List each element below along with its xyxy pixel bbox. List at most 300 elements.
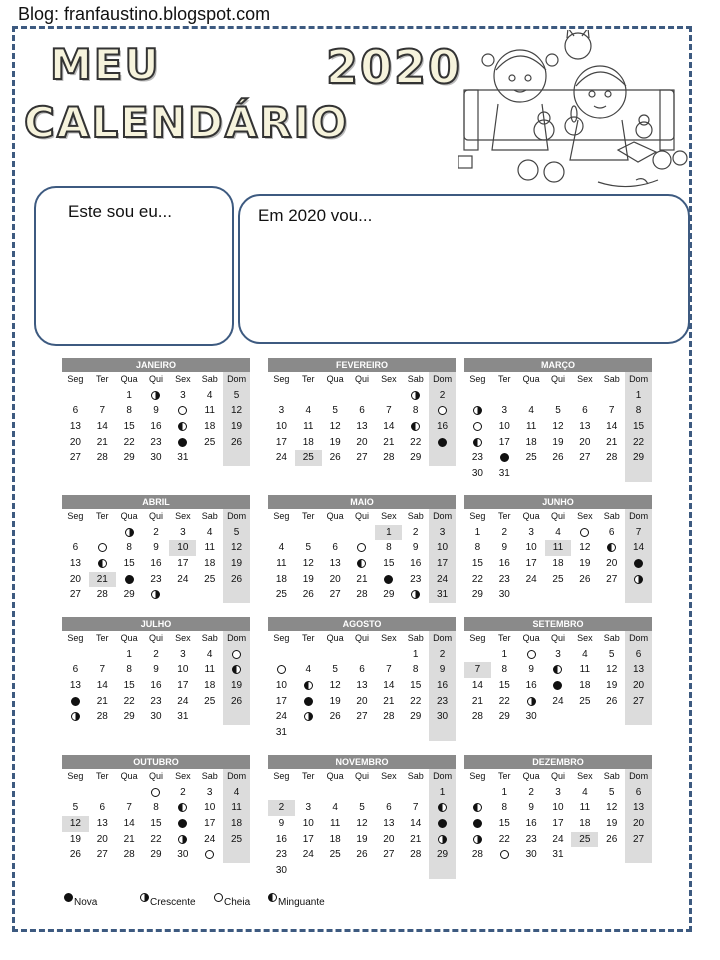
- day-cell: 6: [332, 542, 338, 554]
- weekday-header: Seg: [469, 771, 486, 781]
- day-cell: [429, 403, 456, 419]
- day-cell: 13: [383, 818, 395, 830]
- empty-cell: [268, 525, 295, 541]
- day-cell: 13: [69, 558, 81, 570]
- weekday-header: Dom: [429, 769, 456, 785]
- crescente-moon-icon: [527, 697, 536, 706]
- weekday-header: Sab: [603, 511, 620, 521]
- day-cell: 7: [412, 802, 419, 814]
- day-cell: 28: [356, 589, 368, 601]
- weekday-header: Sab: [407, 374, 424, 384]
- day-cell: 3: [305, 802, 312, 814]
- day-cell: 7: [464, 662, 491, 678]
- day-cell: 5: [223, 388, 250, 404]
- day-cell: [62, 709, 89, 725]
- day-cell: [143, 785, 170, 801]
- minguante-moon-icon: [178, 803, 187, 812]
- day-cell: 9: [278, 818, 285, 830]
- empty-cell: [349, 388, 376, 404]
- day-cell: 28: [471, 711, 483, 723]
- day-cell: 11: [329, 818, 341, 830]
- day-cell: 6: [625, 647, 652, 663]
- day-cell: 21: [471, 695, 483, 707]
- day-cell: 6: [582, 405, 588, 417]
- empty-cell: [196, 587, 223, 603]
- empty-cell: [625, 587, 652, 603]
- day-cell: 5: [223, 525, 250, 541]
- weekday-header: Sab: [603, 771, 620, 781]
- day-cell: 3: [206, 786, 213, 798]
- minguante-moon-icon: [304, 681, 313, 690]
- day-cell: [598, 540, 625, 556]
- crescente-moon-icon: [438, 835, 447, 844]
- day-cell: 26: [302, 589, 314, 601]
- day-cell: 1: [474, 526, 481, 538]
- month-fevereiro: [268, 358, 456, 466]
- nova-moon-icon: [634, 559, 643, 568]
- day-cell: [464, 435, 491, 451]
- day-cell: 6: [72, 405, 79, 417]
- empty-cell: [223, 587, 250, 603]
- weekday-header: Seg: [67, 771, 84, 781]
- crescente-moon-icon: [151, 391, 160, 400]
- about-me-box[interactable]: [34, 186, 234, 346]
- day-cell: 9: [528, 802, 534, 814]
- empty-cell: [571, 709, 598, 725]
- day-cell: 5: [608, 648, 615, 660]
- month-name: NOVEMBRO: [268, 755, 456, 769]
- day-cell: 19: [69, 833, 81, 845]
- weekday-header: Dom: [429, 631, 456, 647]
- day-cell: 12: [579, 542, 591, 554]
- day-cell: 29: [498, 711, 510, 723]
- day-cell: [429, 800, 456, 816]
- weekday-header: Dom: [429, 509, 456, 525]
- day-cell: 13: [96, 818, 108, 830]
- month-name: AGOSTO: [268, 617, 456, 631]
- day-cell: 31: [552, 849, 564, 861]
- day-cell: [169, 419, 196, 435]
- weekday-header: Ter: [302, 771, 315, 781]
- day-cell: 21: [96, 436, 108, 448]
- day-cell: 27: [356, 711, 368, 723]
- day-cell: 25: [295, 450, 322, 466]
- day-cell: 27: [356, 452, 368, 464]
- day-cell: 14: [383, 680, 395, 692]
- minguante-moon-icon: [473, 803, 482, 812]
- minguante-moon-icon: [411, 422, 420, 431]
- day-cell: 20: [579, 436, 591, 448]
- day-cell: 2: [528, 786, 534, 798]
- day-cell: 14: [410, 818, 422, 830]
- weekday-header: Qui: [148, 511, 163, 521]
- nova-moon-icon: [304, 697, 313, 706]
- day-cell: [268, 662, 295, 678]
- day-cell: 29: [383, 589, 395, 601]
- day-cell: 19: [606, 818, 618, 830]
- day-cell: 16: [150, 680, 162, 692]
- weekday-header: Qua: [522, 374, 540, 384]
- day-cell: 6: [72, 542, 79, 554]
- legend-nova: Nova: [64, 893, 140, 908]
- day-cell: 18: [223, 816, 250, 832]
- empty-cell: [89, 388, 116, 404]
- day-cell: 24: [177, 573, 189, 585]
- day-cell: 12: [552, 421, 564, 433]
- empty-cell: [518, 466, 545, 482]
- day-cell: 11: [204, 405, 215, 417]
- day-cell: 30: [525, 711, 537, 723]
- weekday-header: Qui: [550, 511, 565, 521]
- month-janeiro: [62, 358, 250, 466]
- day-cell: 19: [579, 558, 591, 570]
- day-cell: 30: [498, 589, 510, 601]
- day-cell: 5: [305, 542, 312, 554]
- crescent-moon-icon: [140, 893, 149, 902]
- day-cell: [625, 572, 652, 588]
- day-cell: 4: [305, 405, 312, 417]
- empty-cell: [625, 709, 652, 725]
- day-cell: [143, 587, 170, 603]
- waning-moon-icon: [268, 893, 277, 902]
- minguante-moon-icon: [178, 422, 187, 431]
- day-cell: 16: [525, 680, 537, 692]
- day-cell: 24: [552, 833, 564, 845]
- cheia-moon-icon: [438, 406, 447, 415]
- day-cell: 7: [608, 405, 615, 417]
- weekday-header: Ter: [96, 633, 109, 643]
- day-cell: 4: [206, 389, 213, 401]
- month-name: FEVEREIRO: [268, 358, 456, 372]
- day-cell: 16: [150, 558, 162, 570]
- weekday-header: Seg: [67, 374, 84, 384]
- day-cell: 10: [552, 802, 564, 814]
- day-cell: 22: [498, 833, 510, 845]
- weekday-header: Dom: [625, 631, 652, 647]
- day-cell: 28: [96, 452, 108, 464]
- day-cell: 2: [429, 647, 456, 663]
- day-cell: 23: [150, 573, 162, 585]
- day-cell: 17: [552, 818, 564, 830]
- day-cell: [402, 388, 429, 404]
- day-cell: 23: [150, 695, 162, 707]
- day-cell: 9: [501, 542, 508, 554]
- day-cell: 5: [332, 664, 338, 676]
- day-cell: 5: [608, 786, 615, 798]
- empty-cell: [598, 587, 625, 603]
- day-cell: 23: [429, 694, 456, 710]
- empty-cell: [295, 785, 322, 801]
- day-cell: 31: [177, 452, 189, 464]
- day-cell: 7: [386, 405, 392, 417]
- day-cell: 8: [386, 542, 392, 554]
- day-cell: 16: [429, 678, 456, 694]
- day-cell: 20: [625, 678, 652, 694]
- weekday-header: Dom: [223, 769, 250, 785]
- day-cell: 9: [429, 662, 456, 678]
- day-cell: 9: [412, 542, 419, 554]
- day-cell: 1: [501, 786, 508, 798]
- empty-cell: [349, 725, 376, 741]
- weekday-header: Dom: [223, 509, 250, 525]
- day-cell: [518, 694, 545, 710]
- minguante-moon-icon: [357, 559, 366, 568]
- day-cell: [464, 419, 491, 435]
- empty-cell: [429, 450, 456, 466]
- empty-cell: [375, 785, 402, 801]
- day-cell: 27: [96, 849, 108, 861]
- empty-cell: [89, 785, 116, 801]
- day-cell: 3: [555, 648, 561, 660]
- day-cell: 20: [356, 436, 368, 448]
- weekday-header: Sab: [407, 771, 424, 781]
- month-name: JULHO: [62, 617, 250, 631]
- weekday-header: Qua: [120, 374, 138, 384]
- day-cell: 29: [123, 452, 135, 464]
- day-cell: 16: [498, 558, 510, 570]
- day-cell: 20: [356, 695, 368, 707]
- weekday-header: Qui: [354, 374, 369, 384]
- nova-moon-icon: [384, 575, 393, 584]
- month-julho: [62, 617, 250, 725]
- weekday-header: Sab: [201, 633, 218, 643]
- day-cell: 26: [356, 849, 368, 861]
- day-cell: 11: [276, 558, 287, 570]
- day-cell: 4: [582, 786, 588, 798]
- weekday-header: Ter: [96, 511, 109, 521]
- day-cell: 10: [275, 421, 287, 433]
- empty-cell: [598, 466, 625, 482]
- new-moon-icon: [64, 893, 73, 902]
- day-cell: 1: [625, 388, 652, 404]
- day-cell: 27: [625, 832, 652, 848]
- day-cell: 18: [329, 833, 341, 845]
- day-cell: 1: [501, 648, 508, 660]
- month-maio: [268, 495, 456, 603]
- day-cell: 16: [429, 419, 456, 435]
- empty-cell: [295, 647, 322, 663]
- nova-moon-icon: [438, 819, 447, 828]
- kids-playing-illustration: [458, 30, 690, 196]
- nova-moon-icon: [553, 681, 562, 690]
- nova-moon-icon: [500, 453, 509, 462]
- day-cell: 22: [498, 695, 510, 707]
- empty-cell: [402, 863, 429, 879]
- weekday-header: Ter: [302, 374, 315, 384]
- day-cell: 6: [99, 802, 106, 814]
- day-cell: 15: [471, 558, 483, 570]
- cheia-moon-icon: [527, 650, 536, 659]
- day-cell: 2: [268, 800, 295, 816]
- day-cell: 23: [471, 452, 483, 464]
- empty-cell: [349, 863, 376, 879]
- day-cell: 26: [69, 849, 81, 861]
- day-cell: 21: [123, 833, 135, 845]
- day-cell: 8: [126, 405, 132, 417]
- day-cell: 16: [525, 818, 537, 830]
- day-cell: 30: [429, 709, 456, 725]
- minguante-moon-icon: [98, 559, 107, 568]
- day-cell: 24: [275, 452, 287, 464]
- day-cell: 26: [579, 573, 591, 585]
- day-cell: 18: [204, 680, 216, 692]
- empty-cell: [491, 388, 518, 404]
- day-cell: 23: [275, 849, 287, 861]
- day-cell: 15: [150, 818, 162, 830]
- day-cell: 22: [625, 435, 652, 451]
- nova-moon-icon: [125, 575, 134, 584]
- day-cell: 23: [410, 573, 422, 585]
- day-cell: 12: [356, 818, 368, 830]
- day-cell: 26: [223, 694, 250, 710]
- empty-cell: [402, 785, 429, 801]
- day-cell: 15: [498, 680, 510, 692]
- cheia-moon-icon: [277, 665, 286, 674]
- day-cell: [429, 832, 456, 848]
- empty-cell: [375, 388, 402, 404]
- weekday-header: Qua: [326, 633, 344, 643]
- weekday-header: Sex: [175, 374, 191, 384]
- day-cell: 25: [571, 832, 598, 848]
- weekday-header: Qui: [550, 374, 565, 384]
- day-cell: 3: [555, 786, 561, 798]
- title-year: 2020: [326, 40, 463, 94]
- weekday-header: Qua: [326, 374, 344, 384]
- day-cell: [295, 678, 322, 694]
- weekday-header: Dom: [625, 509, 652, 525]
- day-cell: 19: [329, 695, 341, 707]
- empty-cell: [429, 725, 456, 741]
- month-name: ABRIL: [62, 495, 250, 509]
- day-cell: 5: [555, 405, 561, 417]
- weekday-header: Sab: [603, 633, 620, 643]
- day-cell: [295, 709, 322, 725]
- day-cell: [169, 832, 196, 848]
- weekday-header: Qua: [120, 511, 138, 521]
- day-cell: 8: [625, 403, 652, 419]
- day-cell: 21: [410, 833, 422, 845]
- minguante-moon-icon: [553, 665, 562, 674]
- day-cell: 2: [429, 388, 456, 404]
- day-cell: 29: [625, 450, 652, 466]
- day-cell: 8: [412, 664, 419, 676]
- minguante-moon-icon: [232, 665, 241, 674]
- day-cell: 25: [223, 832, 250, 848]
- nova-moon-icon: [71, 697, 80, 706]
- day-cell: 25: [579, 695, 591, 707]
- weekday-header: Seg: [469, 511, 486, 521]
- day-cell: 20: [69, 573, 81, 585]
- day-cell: 27: [69, 589, 81, 601]
- month-name: JUNHO: [464, 495, 652, 509]
- day-cell: 22: [123, 695, 135, 707]
- cheia-moon-icon: [205, 850, 214, 859]
- day-cell: 10: [177, 664, 189, 676]
- day-cell: 26: [223, 435, 250, 451]
- about-me-label: Este sou eu...: [68, 202, 172, 221]
- day-cell: 9: [153, 405, 159, 417]
- day-cell: 22: [410, 436, 422, 448]
- day-cell: 29: [123, 589, 135, 601]
- day-cell: 12: [606, 802, 618, 814]
- weekday-header: Qua: [522, 633, 540, 643]
- day-cell: [169, 435, 196, 451]
- weekday-header: Qui: [148, 633, 163, 643]
- empty-cell: [322, 647, 349, 663]
- day-cell: 12: [223, 403, 250, 419]
- month-outubro: [62, 755, 250, 863]
- day-cell: 29: [150, 849, 162, 861]
- day-cell: 25: [329, 849, 341, 861]
- weekday-header: Sab: [407, 511, 424, 521]
- day-cell: 14: [471, 680, 483, 692]
- day-cell: [169, 816, 196, 832]
- day-cell: 18: [275, 573, 287, 585]
- plans-label: Em 2020 vou...: [258, 206, 373, 225]
- day-cell: 21: [96, 695, 108, 707]
- empty-cell: [169, 587, 196, 603]
- weekday-header: Qua: [522, 511, 540, 521]
- day-cell: 12: [329, 421, 341, 433]
- empty-cell: [598, 388, 625, 404]
- empty-cell: [322, 785, 349, 801]
- day-cell: 24: [525, 573, 537, 585]
- day-cell: 22: [150, 833, 162, 845]
- day-cell: 15: [383, 558, 395, 570]
- plans-box[interactable]: [238, 194, 690, 344]
- day-cell: [349, 556, 376, 572]
- day-cell: 28: [410, 849, 422, 861]
- weekday-header: Qua: [120, 633, 138, 643]
- weekday-header: Ter: [96, 771, 109, 781]
- empty-cell: [268, 647, 295, 663]
- day-cell: 17: [302, 833, 314, 845]
- day-cell: 8: [501, 664, 508, 676]
- day-cell: 27: [579, 452, 591, 464]
- day-cell: [223, 662, 250, 678]
- crescente-moon-icon: [473, 835, 482, 844]
- month-name: SETEMBRO: [464, 617, 652, 631]
- crescente-moon-icon: [304, 712, 313, 721]
- cheia-moon-icon: [500, 850, 509, 859]
- day-cell: 16: [410, 558, 422, 570]
- day-cell: 11: [545, 540, 572, 556]
- cheia-moon-icon: [98, 543, 107, 552]
- day-cell: [545, 678, 572, 694]
- day-cell: 27: [69, 452, 81, 464]
- day-cell: 27: [383, 849, 395, 861]
- day-cell: 15: [123, 558, 135, 570]
- day-cell: 31: [429, 587, 456, 603]
- day-cell: 13: [579, 421, 591, 433]
- day-cell: 30: [150, 452, 162, 464]
- day-cell: 29: [410, 711, 422, 723]
- empty-cell: [464, 647, 491, 663]
- day-cell: 26: [329, 452, 341, 464]
- weekday-header: Qua: [120, 771, 138, 781]
- day-cell: [169, 403, 196, 419]
- day-cell: 12: [606, 664, 618, 676]
- day-cell: 3: [180, 389, 186, 401]
- day-cell: [625, 556, 652, 572]
- day-cell: 17: [177, 558, 189, 570]
- weekday-header: Sab: [407, 633, 424, 643]
- day-cell: 15: [625, 419, 652, 435]
- weekday-header: Sex: [577, 511, 593, 521]
- day-cell: 4: [206, 526, 213, 538]
- day-cell: 1: [126, 648, 132, 660]
- weekday-header: Qui: [354, 511, 369, 521]
